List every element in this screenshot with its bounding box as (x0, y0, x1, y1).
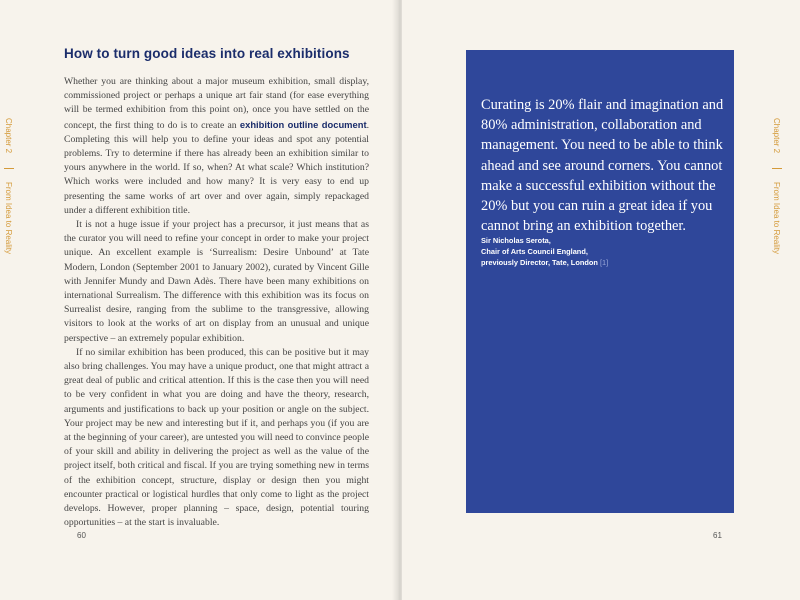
chapter-title: From Idea to Reality (4, 182, 13, 255)
footnote-reference: [1] (599, 257, 609, 267)
attribution-previous-role (481, 258, 721, 269)
page-number-left: 60 (77, 531, 86, 540)
bold-term-exhibition-outline-document: exhibition outline document (239, 118, 367, 130)
quote-attribution (481, 236, 721, 268)
side-label-rule (772, 168, 782, 169)
paragraph-1-rest: . Completing this will help you to define your ideas and spot any potential problems. Try to determine if there has already been an exhibition similar to yours anywhere in the world. If so, when? At what scale? Which institution? Which works were included and how many? It is very easy to end up presenting the same works of art over and over again, simply repackaged under a different exhibition title. (64, 119, 369, 216)
chapter-title: From Idea to Reality (772, 182, 781, 255)
attribution-previous-role-text: previously Director, Tate, London (481, 257, 598, 267)
attribution-role: Chair of Arts Council England, (481, 246, 588, 256)
page-number-right: 61 (713, 531, 722, 540)
paragraph-1 (64, 75, 369, 218)
side-label-rule (4, 168, 14, 169)
left-page (0, 0, 398, 600)
body-text (64, 75, 369, 531)
attribution-name: Sir Nicholas Serota, (481, 236, 551, 245)
left-side-label (2, 118, 16, 288)
chapter-label: Chapter 2 (772, 118, 781, 154)
pull-quote-box (466, 50, 734, 513)
paragraph-1-intro: Whether you are thinking about a major museum exhibition, small display, commissioned project or perhaps a unique art fair stand (for ease everything will be termed exhibition from this point on), once you have settled on the concept, the first thing to do is to create an (64, 76, 369, 131)
chapter-label: Chapter 2 (4, 118, 13, 154)
paragraph-2: It is not a huge issue if your project has a precursor, it just means that as the curator you will need to refine your concept in order to make your project unique. An excellent example is ‘Surrealism: Desire Unbound’ at Tate Modern, London (September 2001 to January 2002), curated by Vincent Gille with Jennifer Mundy and Dawn Adès. There have been many exhibitions on international Surrealism. The difference with this exhibition was its focus on Surrealist desire, ranging from the sublime to the transgressive, allowing visitors to look at the works of art on display from an unusual and unique perspective – an extremely popular exhibition. (64, 219, 369, 344)
section-heading: How to turn good ideas into real exhibitions (64, 46, 350, 61)
right-side-label (770, 118, 784, 288)
paragraph-3: If no similar exhibition has been produced, this can be positive but it may also bring challenges. You may have a unique product, one that might attract a great deal of public and critical attention. If this is the case then you will need to be very confident in what you are doing and have the theory, research, arguments and justifications to back up your position or angle on the subject. Your project may be new and interesting but if it, and perhaps you (if you are at the beginning of your career), are untested you will need to convince people of your skill and ability in delivering the project as well as the value of the project itself, both critical and fiscal. If you are trying something new in terms of the exhibition concept, structure, display or design then you might encounter practical or logistical hurdles that only come to light as the project develops. However, proper planning – space, design, potential touring opportunities – at the start is invaluable. (64, 346, 369, 529)
pull-quote-text: Curating is 20% flair and imagination and 80% administration, collaboration and management. You need to be able to think ahead and see around corners. You cannot make a successful exhibition without the 20% but you can ruin a great idea if you cannot bring an exhibition together. (481, 97, 724, 235)
